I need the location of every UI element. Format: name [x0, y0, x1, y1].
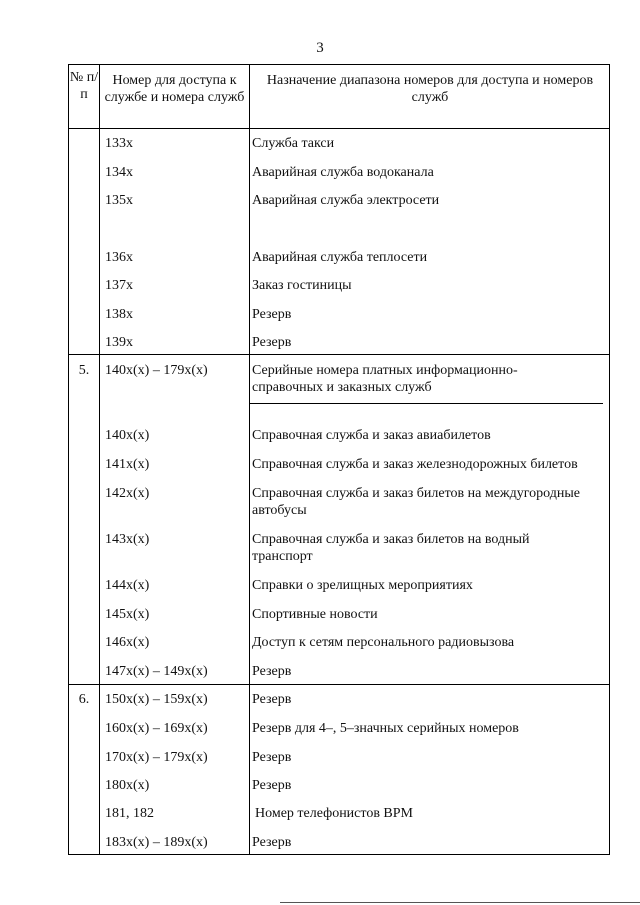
row-description: Справочная служба и заказ билетов на водный транспорт	[252, 532, 530, 564]
row-description: Справочная служба и заказ железнодорожных билетов	[252, 457, 578, 472]
row-code: 183x(x) – 189x(x)	[105, 835, 208, 850]
row-description: Резерв	[252, 835, 292, 850]
row-description: Резерв	[252, 692, 292, 707]
column-divider	[249, 65, 250, 854]
header-num: № п/п	[69, 70, 99, 102]
row-code: 170x(x) – 179x(x)	[105, 750, 208, 765]
row-code: 147x(x) – 149x(x)	[105, 664, 208, 679]
row-number: 6.	[78, 692, 90, 707]
row-code: 134x	[105, 165, 133, 180]
row-description: Аварийная служба водоканала	[252, 165, 434, 180]
row-code: 146x(x)	[105, 635, 150, 650]
group-separator	[69, 354, 609, 355]
row-number: 5.	[78, 363, 90, 378]
row-description: Доступ к сетям персонального радиовызова	[252, 635, 515, 650]
column-divider	[99, 65, 100, 854]
row-code: 144x(x)	[105, 578, 150, 593]
row-description: Спортивные новости	[252, 607, 378, 622]
row-description: Аварийная служба теплосети	[252, 250, 428, 265]
bottom-edge-line	[280, 902, 640, 903]
header-purpose: Назначение диапазона номеров для доступа и номеров служб	[266, 73, 594, 105]
row-description: Резерв	[252, 664, 292, 679]
row-code: 133x	[105, 136, 133, 151]
row-description: Справочная служба и заказ билетов на междугородные автобусы	[252, 486, 580, 518]
row-code: 181, 182	[105, 806, 154, 821]
row-description: Заказ гостиницы	[252, 278, 352, 293]
services-table	[68, 64, 610, 855]
row-description: Служба такси	[252, 136, 335, 151]
row-code: 137x	[105, 278, 133, 293]
row-code: 138x	[105, 307, 133, 322]
page-number: 3	[316, 40, 324, 56]
row-code: 140x(x)	[105, 428, 150, 443]
row-description: Аварийная служба электросети	[252, 193, 440, 208]
row-code: 141x(x)	[105, 457, 150, 472]
row-code: 150x(x) – 159x(x)	[105, 692, 208, 707]
group-separator	[69, 684, 609, 685]
row-code: 180x(x)	[105, 778, 150, 793]
row-code: 140x(x) – 179x(x)	[105, 363, 208, 378]
row-code: 160x(x) – 169x(x)	[105, 721, 208, 736]
row-description: Резерв	[252, 750, 292, 765]
header-separator	[69, 128, 609, 129]
subheader-rule	[250, 403, 603, 404]
row-description: Резерв	[252, 307, 292, 322]
row-code: 135x	[105, 193, 133, 208]
row-code: 143x(x)	[105, 532, 150, 547]
row-description: Справочная служба и заказ авиабилетов	[252, 428, 491, 443]
row-description: Номер телефонистов ВРМ	[255, 806, 414, 821]
row-description: Резерв	[252, 778, 292, 793]
row-description: Серийные номера платных информационно-справочных и заказных служб	[252, 363, 518, 395]
row-description: Справки о зрелищных мероприятиях	[252, 578, 473, 593]
header-code: Номер для доступа к службе и номера служб	[104, 73, 245, 105]
row-code: 139x	[105, 335, 133, 350]
row-description: Резерв для 4–, 5–значных серийных номеров	[252, 721, 519, 736]
row-code: 136x	[105, 250, 133, 265]
row-code: 145x(x)	[105, 607, 150, 622]
row-description: Резерв	[252, 335, 292, 350]
row-code: 142x(x)	[105, 486, 150, 501]
